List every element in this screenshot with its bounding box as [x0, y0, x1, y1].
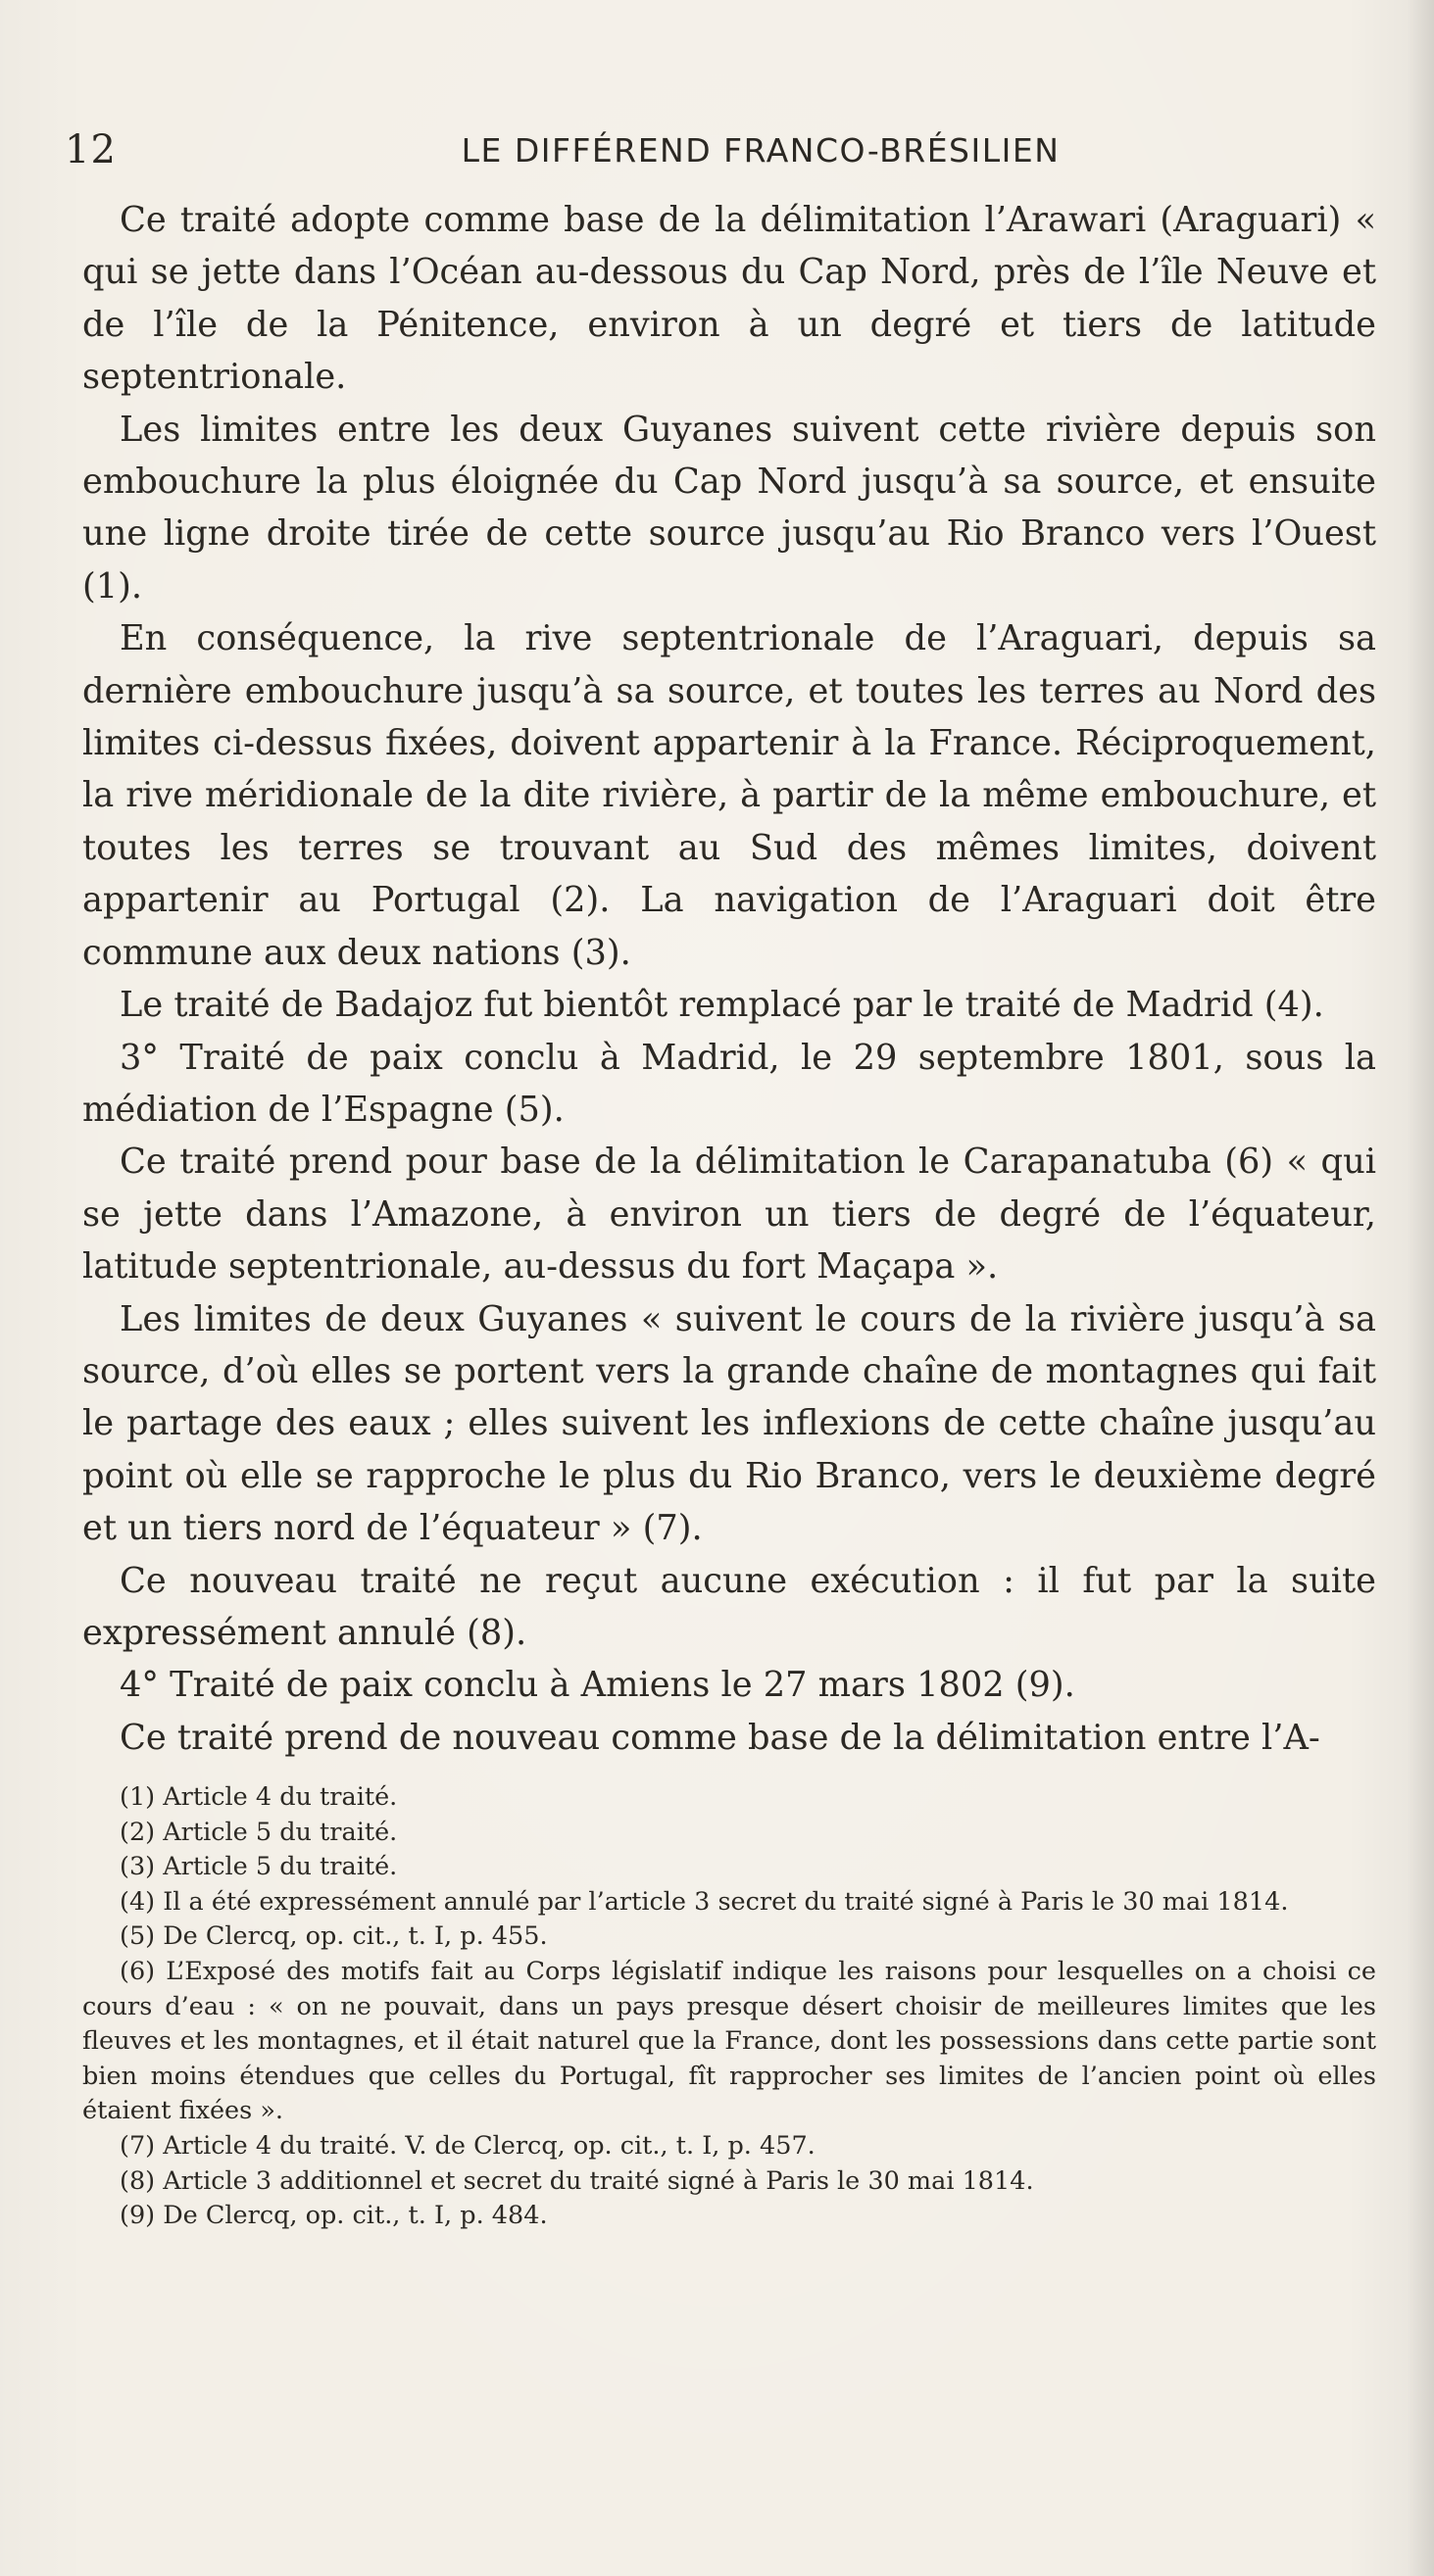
paragraph: Les limites de deux Guyanes « suivent le cours de la rivière jusqu’à sa source, d’où elles se portent vers la grande chaîne de montagnes qui fait le partage des eaux ; elles suivent les inflexions de cette chaîne jusqu’au point où elle se rapproche le plus du Rio Branco, vers le deuxième degré et un tiers nord de l’équateur » (7).	[82, 1298, 1376, 1549]
footnote: (7) Article 4 du traité. V. de Clercq, op. cit., t. I, p. 457.	[120, 2130, 816, 2161]
footnote: (6) L’Exposé des motifs fait au Corps législatif indique les raisons pour lesquelles on a choisi ce cours d’eau : « on ne pouvait, dans un pays presque désert choisir de meilleures limites que les fleuves et les montagnes, et il était naturel que la France, dont les possessions dans cette partie sont bien moins étendues que celles du Portugal, fît rapprocher ses limites de l’ancien point où elles étaient fixées ».	[82, 1956, 1376, 2126]
footnote: (2) Article 5 du traité.	[120, 1817, 398, 1847]
footnote: (9) De Clercq, op. cit., t. I, p. 484.	[120, 2201, 548, 2231]
footnotes	[82, 1780, 1376, 2234]
paragraph: Le traité de Badajoz fut bientôt remplacé par le traité de Madrid (4).	[120, 985, 1324, 1026]
footnote: (5) De Clercq, op. cit., t. I, p. 455.	[120, 1921, 548, 1952]
paragraph: Les limites entre les deux Guyanes suivent cette rivière depuis son embouchure la plus éloignée du Cap Nord jusqu’à sa source, et ensuite une ligne droite tirée de cette source jusqu’au Rio Branco vers l’Ouest (1).	[82, 409, 1376, 607]
paragraph: Ce nouveau traité ne reçut aucune exécution : il fut par la suite expressément annulé (8).	[82, 1560, 1376, 1653]
paragraph: 3° Traité de paix conclu à Madrid, le 29 septembre 1801, sous la médiation de l’Espagne (5).	[82, 1037, 1376, 1130]
body-text	[82, 194, 1376, 1764]
footnote: (1) Article 4 du traité.	[120, 1782, 398, 1812]
page-header	[65, 125, 1388, 174]
footnote: (8) Article 3 additionnel et secret du traité signé à Paris le 30 mai 1814.	[120, 2165, 1034, 2196]
paragraph: 4° Traité de paix conclu à Amiens le 27 mars 1802 (9).	[120, 1665, 1075, 1706]
page-edge-shadow	[1407, 0, 1434, 2576]
paragraph: Ce traité adopte comme base de la délimitation l’Arawari (Araguari) « qui se jette dans l’Océan au-dessous du Cap Nord, près de l’île Neuve et de l’île de la Pénitence, environ à un degré et tiers de latitude septentrionale.	[82, 200, 1376, 398]
paragraph: Ce traité prend pour base de la délimitation le Carapanatuba (6) « qui se jette dans l’Amazone, à environ un tiers de degré de l’équateur, latitude septentrionale, au-dessus du fort Maçapa ».	[82, 1142, 1376, 1288]
paragraph: En conséquence, la rive septentrionale de l’Araguari, depuis sa dernière embouchure jusqu’à sa source, et toutes les terres au Nord des limites ci-dessus fixées, doivent appartenir à la France. Réciproquement, la rive méridionale de la dite rivière, à partir de la même embouchure, et toutes les terres se trouvant au Sud des mêmes limites, doivent appartenir au Portugal (2). La navigation de l’Araguari doit être commune aux deux nations (3).	[82, 618, 1376, 973]
paragraph: Ce traité prend de nouveau comme base de la délimitation entre l’A-	[120, 1717, 1320, 1758]
footnote: (3) Article 5 du traité.	[120, 1852, 398, 1882]
running-head: LE DIFFÉREND FRANCO-BRÉSILIEN	[461, 131, 1061, 170]
page-number: 12	[65, 127, 117, 172]
footnote: (4) Il a été expressément annulé par l’article 3 secret du traité signé à Paris le 30 mai 1814.	[120, 1886, 1289, 1917]
